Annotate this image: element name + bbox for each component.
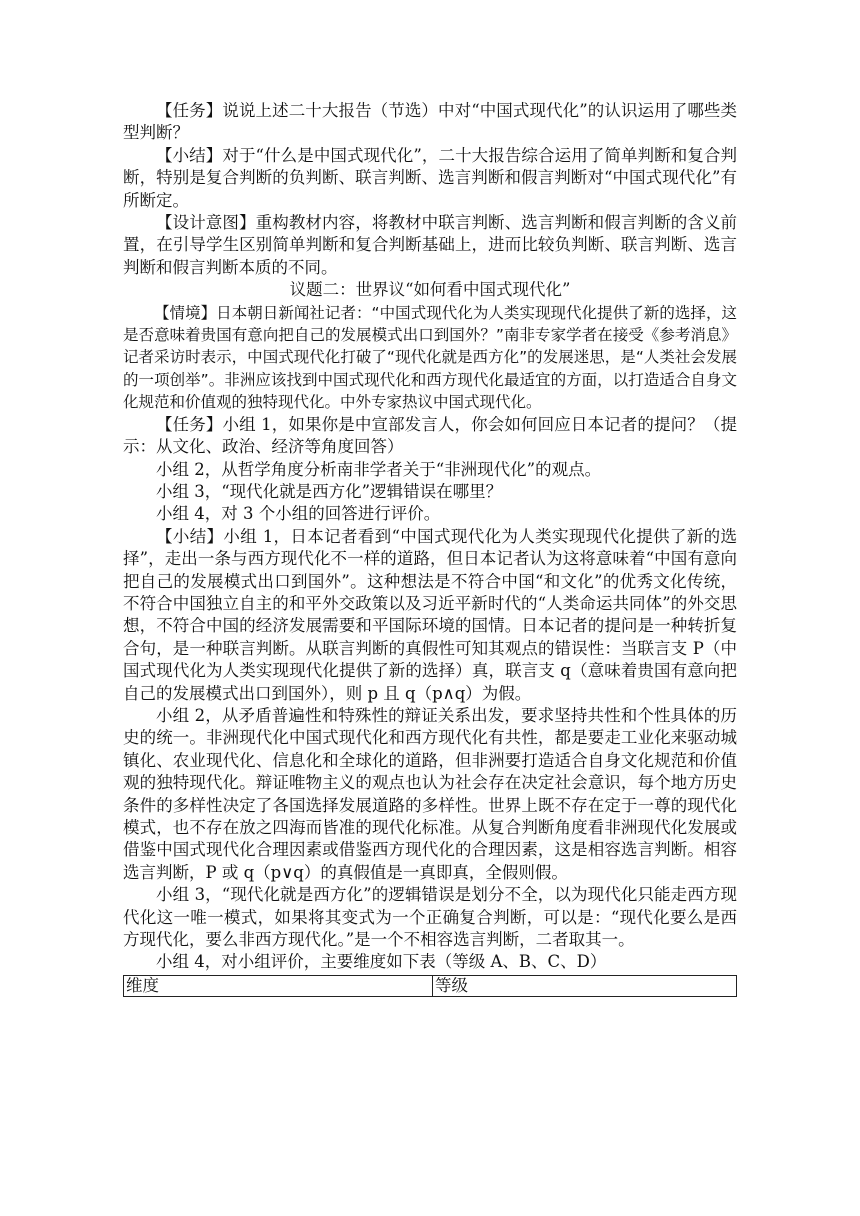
evaluation-table: [123, 975, 737, 997]
group-4-task: 小组 4，对 3 个小组的回答进行评价。: [156, 504, 441, 524]
summary-group-1: 【小结】小组 1，日本记者看到“中国式现代化为人类实现现代化提供了新的选择”，走出一条与西方现代化不一样的道路，但日本记者认为这将意味着“中国有意向把自己的发展模式出口到国外”。这种想法是不符合中国“和文化”的优秀文化传统，不符合中国独立自主的和平外交政策以及习近平新时代的“人类命运共同体”的外交思想，不符合中国的经济发展需要和平国际环境的国情。日本记者的提问是一种转折复合句，是一种联言判断。从联言判断的真假性可知其观点的错误性：当联言支 P（中国式现代化为人类实现现代化提供了新的选择）真，联言支 q（意味着贵国有意向把自己的发展模式出口到国外），则 p 且 q（p∧q）为假。: [123, 526, 737, 703]
situation-paragraph: 【情境】日本朝日新闻社记者：“中国式现代化为人类实现现代化提供了新的选择，这是否意味着贵国有意向把自己的发展模式出口到国外？”南非专家学者在接受《参考消息》记者采访时表示，中国式现代化打破了“现代化就是西方化”的发展迷思，是“人类社会发展的一项创举”。非洲应该找到中国式现代化和西方现代化最适宜的方面，以打造适合自身文化规范和价值观的独特现代化。中外专家热议中国式现代化。: [123, 303, 737, 412]
table-header-dimension: 维度: [124, 975, 433, 996]
task-paragraph-2: 【任务】小组 1，如果你是中宣部发言人，你会如何回应日本记者的提问？（提示：从文化、政治、经济等角度回答）: [123, 414, 737, 457]
table-header-grade: 等级: [433, 975, 737, 996]
summary-group-2: 小组 2，从矛盾普遍性和特殊性的辩证关系出发，要求坚持共性和个性具体的历史的统一。非洲现代化中国式现代化和西方现代化有共性，都是要走工业化来驱动城镇化、农业现代化、信息化和全球化的道路，但非洲要打造适合自身文化规范和价值观的独特现代化。辩证唯物主义的观点也认为社会存在决定社会意识，每个地方历史条件的多样性决定了各国选择发展道路的多样性。世界上既不存在定于一尊的现代化模式，也不存在放之四海而皆准的现代化标准。从复合判断角度看非洲现代化发展或借鉴中国式现代化合理因素或借鉴西方现代化的合理因素，这是相容选言判断。相容选言判断，P 或 q（p∨q）的真假值是一真即真，全假则假。: [123, 705, 737, 882]
summary-group-4: 小组 4，对小组评价，主要维度如下表（等级 A、B、C、D）: [156, 952, 607, 972]
group-2-task: 小组 2，从哲学角度分析南非学者关于“非洲现代化”的观点。: [156, 459, 602, 479]
design-intent-paragraph: 【设计意图】重构教材内容，将教材中联言判断、选言判断和假言判断的含义前置，在引导学生区别简单判断和复合判断基础上，进而比较负判断、联言判断、选言判断和假言判断本质的不同。: [123, 213, 737, 277]
task-paragraph-1: 【任务】说说上述二十大报告（节选）中对“中国式现代化”的认识运用了哪些类型判断？: [123, 101, 737, 143]
summary-group-3: 小组 3，“现代化就是西方化”的逻辑错误是划分不全，以为现代化只能走西方现代化这一唯一模式，如果将其变式为一个正确复合判断，可以是：“现代化要么是西方现代化，要么非西方现代化。”是一个不相容选言判断，二者取其一。: [123, 885, 737, 950]
document-body: [123, 100, 737, 997]
summary-paragraph-1: 【小结】对于“什么是中国式现代化”，二十大报告综合运用了简单判断和复合判断，特别是复合判断的负判断、联言判断、选言判断和假言判断对“中国式现代化”有所断定。: [123, 145, 737, 210]
table-header-row: [124, 975, 737, 996]
topic-heading: 议题二：世界议“如何看中国式现代化”: [289, 280, 571, 300]
group-3-task: 小组 3，“现代化就是西方化”逻辑错误在哪里？: [156, 481, 503, 501]
